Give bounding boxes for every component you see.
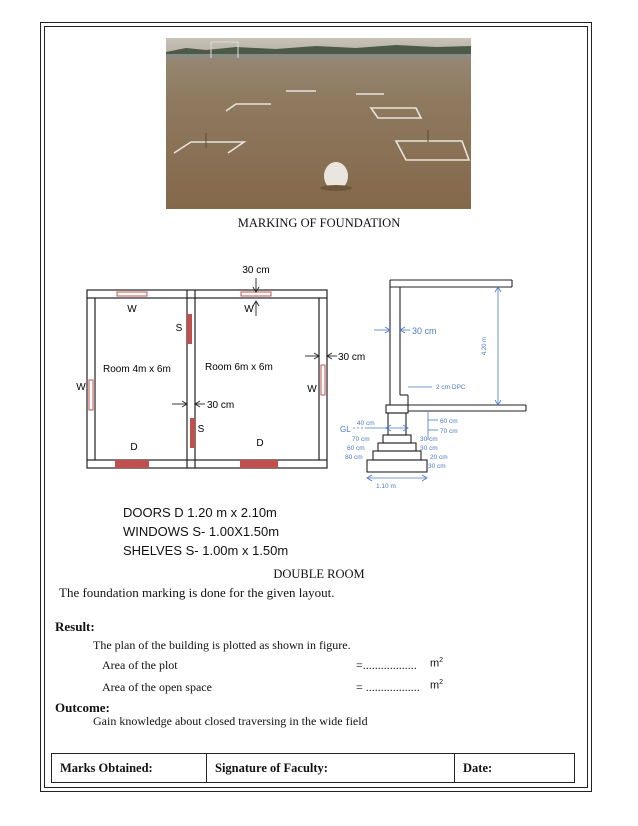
plot-area-value: =..................: [356, 658, 417, 672]
section-height-label: 4.20 m: [482, 336, 488, 356]
dim-right-label: 30 cm: [338, 352, 366, 363]
window-label-2: W: [244, 304, 254, 315]
date-cell: Date:: [463, 760, 493, 775]
section-base-label: 1.10 m: [376, 483, 396, 490]
section-step-2: 60 cm: [347, 445, 365, 452]
plan-walls: [87, 290, 327, 468]
spec-doors: DOORS D 1.20 m x 2.10m: [123, 505, 277, 520]
window-label-4: W: [307, 384, 317, 395]
outcome-heading: Outcome:: [55, 700, 110, 715]
room-right-label: Room 6m x 6m: [205, 362, 273, 373]
wall-section: [367, 280, 526, 472]
dim-middle-label: 30 cm: [207, 400, 235, 411]
door-left: [115, 460, 149, 468]
window-left: [89, 380, 93, 410]
room-left-label: Room 4m x 6m: [103, 364, 171, 375]
section-offset-b: 70 cm: [440, 428, 458, 435]
section-wall-label: 30 cm: [412, 326, 437, 336]
section-dpc-label: 2 cm DPC: [436, 384, 466, 391]
open-space-label: Area of the open space: [102, 680, 212, 694]
section-right-3: 20 cm: [430, 454, 448, 461]
plot-area-unit: $m^2$: [430, 657, 444, 670]
result-text: The plan of the building is plotted as shown in figure.: [93, 638, 351, 652]
section-step-3: 80 cm: [345, 454, 363, 461]
section-right-4: 30 cm: [428, 463, 446, 470]
spec-windows: WINDOWS S- 1.00X1.50m: [123, 524, 280, 539]
door-right: [240, 460, 278, 468]
spec-shelves: SHELVES S- 1.00m x 1.50m: [123, 543, 289, 558]
window-label-3: W: [76, 382, 86, 393]
open-space-unit: $m^2$: [430, 679, 444, 692]
shelf-lower: [190, 418, 195, 448]
description-text: The foundation marking is done for the given layout.: [59, 585, 335, 600]
signature-table: [51, 753, 575, 783]
plot-area-label: Area of the plot: [102, 658, 178, 672]
faculty-signature-cell: Signature of Faculty:: [207, 754, 455, 782]
result-heading: Result:: [55, 619, 95, 634]
window-top-left: [117, 292, 147, 296]
section-right-2: 30 cm: [420, 445, 438, 452]
section-right-1: 30 cm: [420, 436, 438, 443]
section-step-1: 70 cm: [352, 436, 370, 443]
door-label-2: D: [256, 438, 264, 449]
door-label-1: D: [130, 442, 138, 453]
shelf-label-1: S: [175, 323, 183, 334]
window-right: [321, 365, 325, 395]
diagram-caption: DOUBLE ROOM: [273, 567, 365, 581]
window-label-1: W: [127, 304, 137, 315]
shelf-label-2: S: [197, 424, 205, 435]
open-space-value: = ..................: [356, 680, 420, 694]
dim-top-label: 30 cm: [242, 265, 270, 276]
section-gl-label: GL: [340, 425, 351, 434]
marks-obtained-cell: Marks Obtained:: [52, 754, 207, 782]
section-top-width: 40 cm: [357, 420, 375, 427]
section-offset-a: 60 cm: [440, 418, 458, 425]
shelf-upper: [187, 314, 192, 344]
photo-caption: MARKING OF FOUNDATION: [237, 216, 401, 230]
outcome-text: Gain knowledge about closed traversing in the wide field: [93, 714, 368, 728]
